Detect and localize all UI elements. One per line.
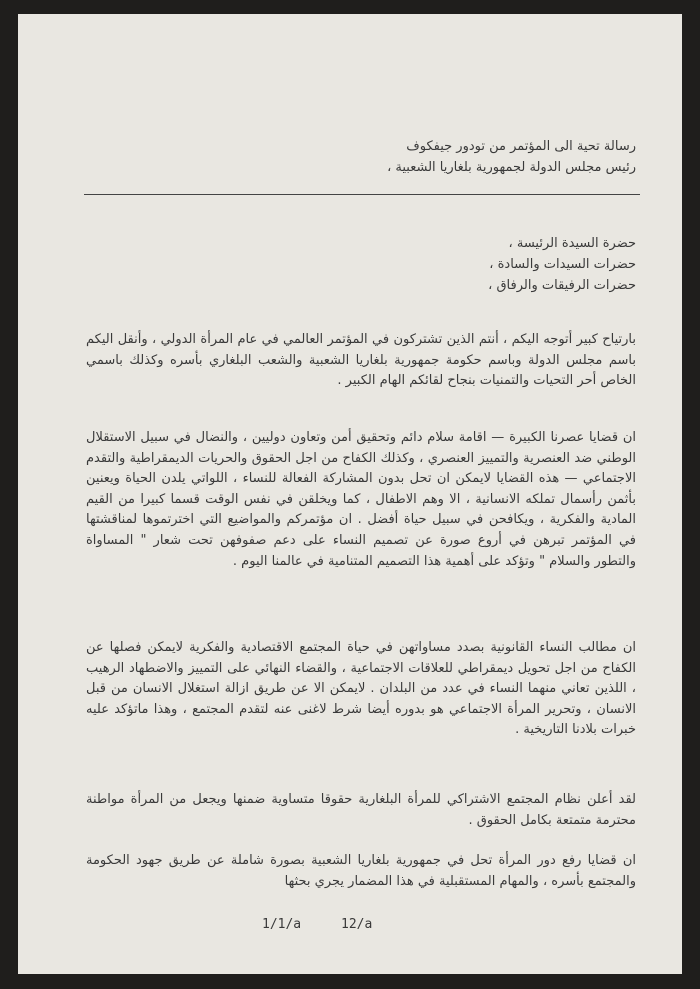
reference-code: 1/1/a (262, 917, 302, 932)
letter-body (86, 14, 636, 974)
paragraph-rights: لقد أعلن نظام المجتمع الاشتراكي للمرأة البلغارية حقوقا متساوية ضمنها ويجعل من المرأة مواطنة محترمة متمتعة بكامل الحقوق . (86, 792, 636, 828)
letter-header (86, 136, 636, 178)
paragraph-demands: ان مطالب النساء القانونية بصدد مساواتهن في حياة المجتمع الاقتصادية والفكرية لايمكن فصلها عن الكفاح من اجل تحويل ديمقراطي للعلاقات الاجتماعية ، والقضاء النهائي على التمييز والاضطهاد الرهيب ، اللذين تعاني منهما النساء في عدد من البلدان . لايمكن الا عن طريق ازالة استغلال الانسان من قبل الانسان ، وتحرير المرأة الاجتماعي هو بدوره أيضا شرط لاغنى عنه لتقدم المجتمع ، وهذا ماتؤكد عليه خبرات بلادنا التاريخية . (86, 640, 636, 738)
paragraph-role: ان قضايا رفع دور المرأة تحل في جمهورية بلغاريا الشعبية بصورة شاملة عن طريق جهود الحكومة والمجتمع بأسره ، والمهام المستقبلية في هذا المضمار يجري بحثها (86, 853, 636, 889)
paragraph-issues: ان قضايا عصرنا الكبيرة — اقامة سلام دائم وتحقيق أمن وتعاون دوليين ، والنضال في سبيل الاستقلال الوطني ضد العنصرية والتمييز العنصري ، وكذلك الكفاح من اجل الحقوق والحريات الديمقراطية والتقدم الاجتماعي — هذه القضايا لايمكن ان تحل بدون المشاركة الفعالة للنساء ، اللواتي يلدن الحياة ويعنين بأثمن رأسمال تملكه الانسانية ، الا وهم الاطفال ، كما ويخلقن في نفس الوقت قسما كبيرا من القيم المادية والفكرية ، ويكافحن في سبيل حياة أفضل . ان مؤتمركم والمواضيع التي اخترتموها لمناقشتها في المؤتمر تبرهن في أروع صورة عن تصميم النساء على دعم صفوفهن تحت شعار " المساواة والتطور والسلام " وتؤكد على أهمية هذا التصميم المتنامية في عالمنا اليوم . (86, 430, 636, 569)
header-subtitle-line: رئيس مجلس الدولة لجمهورية بلغاريا الشعبية ، (387, 160, 636, 175)
document-page (18, 14, 682, 974)
salutation-line: حضرات السيدات والسادة ، (489, 257, 636, 272)
salutation-line: حضرة السيدة الرئيسة ، (508, 236, 636, 251)
header-title-line: رسالة تحية الى المؤتمر من تودور جيفكوف (406, 139, 636, 154)
salutation-block (86, 233, 636, 296)
reference-code: 12/a (341, 917, 373, 932)
header-divider (84, 194, 640, 195)
paragraph-greeting: بارتياح كبير أتوجه اليكم ، أنتم الذين تشتركون في المؤتمر العالمي في عام المرأة الدولي ، وأنقل اليكم باسم مجلس الدولة وباسم حكومة جمهورية بلغاريا الشعبية والشعب البلغاري بأسره وكذلك باسمي الخاص أحر التحيات والتمنيات بنجاح لقائكم الهام الكبير . (86, 332, 636, 389)
salutation-line: حضرات الرفيقات والرفاق ، (488, 278, 636, 293)
